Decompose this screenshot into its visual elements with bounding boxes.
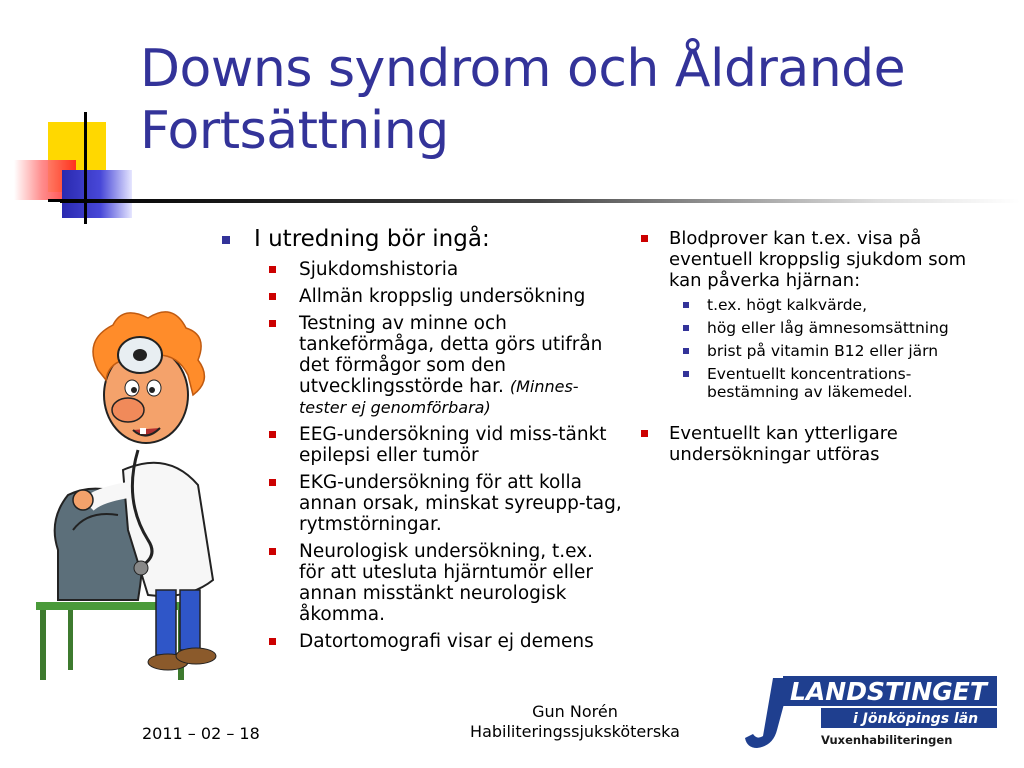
list-item-text: Allmän kroppslig undersökning [299,286,586,307]
square-bullet-icon [269,320,276,327]
footer-date: 2011 – 02 – 18 [142,724,260,743]
left-list [269,259,622,652]
square-bullet-icon [683,325,689,331]
list-item [269,472,622,535]
square-bullet-icon [269,638,276,645]
right-item-blood-tests [638,228,988,291]
list-item-text: Sjukdomshistoria [299,259,459,280]
decor-blue-square [62,170,132,218]
list-item-text: EEG-undersökning vid miss-tänkt epilepsi eller tumör [299,424,607,466]
list-item [269,286,622,307]
logo-line-3: Vuxenhabiliteringen [821,733,953,747]
square-bullet-icon [222,236,230,244]
doctor-illustration [28,300,228,690]
square-bullet-icon [269,293,276,300]
list-item-text: Neurologisk undersökning, t.ex. för att utesluta hjärntumör eller annan misstänkt neurologisk åkomma. [299,541,594,625]
square-bullet-icon [269,548,276,555]
right-sublist [683,296,988,401]
list-item-note: (Minnes-tester ej genomförbara) [299,377,579,417]
square-bullet-icon [269,479,276,486]
left-column [222,226,622,652]
title-line-1: Downs syndrom och Åldrande [140,39,906,99]
left-heading: I utredning bör ingå: [254,226,490,252]
left-heading-item [222,226,622,253]
list-item [269,541,622,625]
list-item-text: EKG-undersökning för att kolla annan orsak, minskat syreupp-tag, rytmstörningar. [299,472,622,535]
list-item [683,319,988,337]
right-column [638,228,988,465]
title-line-2: Fortsättning [140,101,449,161]
list-item [269,424,622,466]
decor-vertical-line [84,112,87,224]
list-item [269,631,622,652]
logo-line-1: LANDSTINGET [790,677,987,706]
square-bullet-icon [269,266,276,273]
square-bullet-icon [683,348,689,354]
right-item-text: Eventuellt kan ytterligare undersökningar utföras [669,423,898,465]
list-item-text: Eventuellt koncentrations-bestämning av läkemedel. [707,365,913,401]
list-item [269,313,622,418]
square-bullet-icon [269,431,276,438]
list-item [269,259,622,280]
logo-line-2: i Jönköpings län [853,711,979,727]
square-bullet-icon [641,430,648,437]
list-item-text: Datortomografi visar ej demens [299,631,594,652]
title-divider [60,199,1020,203]
list-item [683,342,988,360]
list-item [683,296,988,314]
footer-author-name: Gun Norén [532,702,618,721]
list-item-text: t.ex. högt kalkvärde, [707,296,868,314]
list-item [683,365,988,401]
slide-title [140,38,905,162]
square-bullet-icon [683,302,689,308]
list-item-text: brist på vitamin B12 eller järn [707,342,939,360]
square-bullet-icon [641,235,648,242]
list-item-text: hög eller låg ämnesomsättning [707,319,949,337]
square-bullet-icon [683,371,689,377]
right-item-further-tests [638,423,988,465]
footer-author [440,702,710,742]
landstinget-logo [743,672,1001,752]
list-item-text: Testning av minne och tankeförmåga, detta görs utifrån det förmågor som den utvecklingsstörde har. [299,313,603,397]
right-item-text: Blodprover kan t.ex. visa på eventuell kroppslig sjukdom som kan påverka hjärnan: [669,228,967,291]
footer-author-role: Habiliteringssjuksköterska [470,722,680,741]
